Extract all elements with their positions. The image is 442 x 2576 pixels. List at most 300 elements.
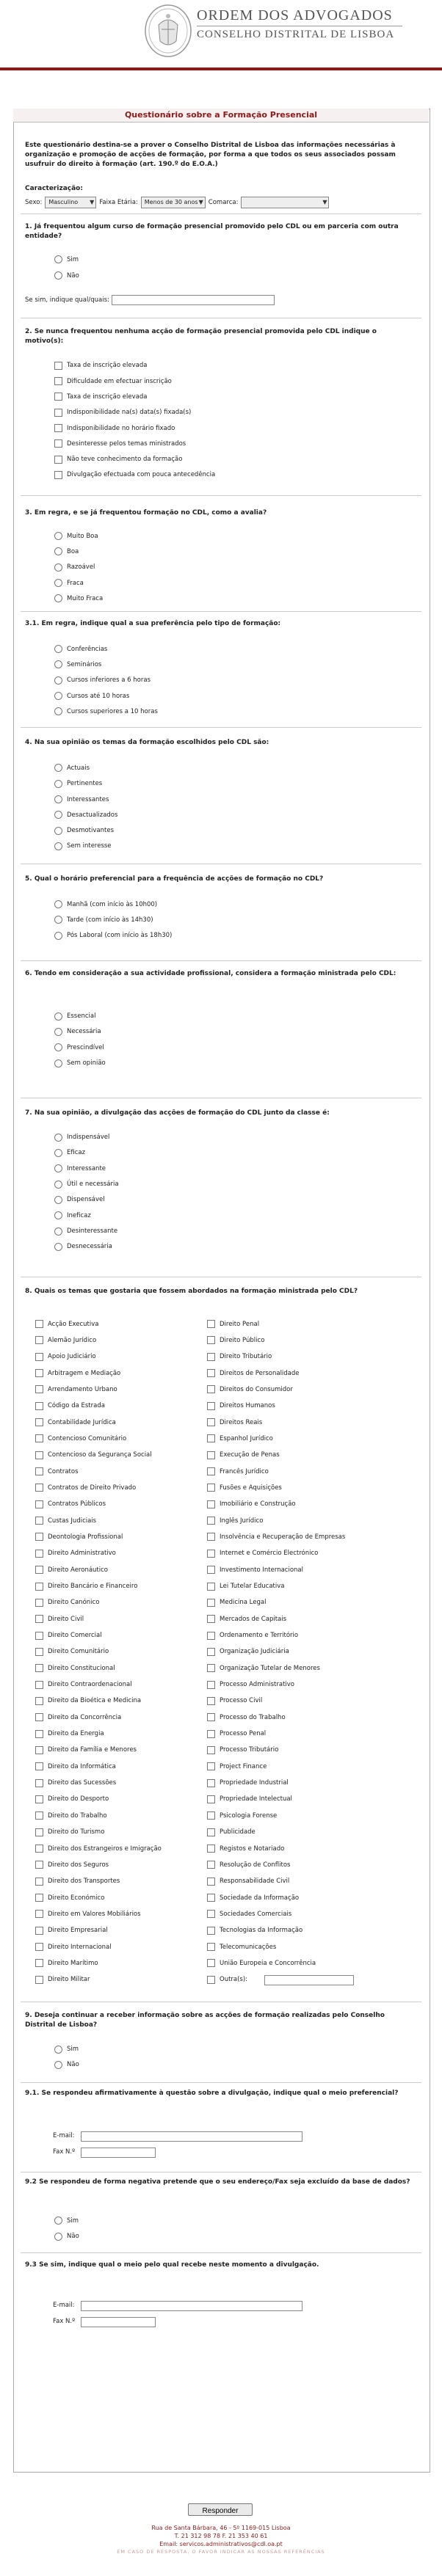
q5-option[interactable] [54, 900, 157, 909]
q8-option[interactable] [207, 1582, 284, 1591]
q93-email-input[interactable] [81, 2301, 302, 2311]
checkbox[interactable] [207, 1353, 215, 1361]
q8-option[interactable] [207, 1712, 286, 1722]
checkbox[interactable] [207, 1894, 215, 1902]
q31-option[interactable] [54, 676, 151, 685]
q8-option[interactable] [35, 1631, 102, 1641]
q31-option[interactable] [54, 660, 101, 669]
radio-button[interactable] [54, 842, 62, 850]
q4-option-label: Sem interesse [67, 842, 112, 850]
q4-option[interactable] [54, 810, 117, 820]
radio-button[interactable] [54, 692, 62, 700]
q31-question: 3.1. Em regra, indique qual a sua preferência pelo tipo de formação: [25, 619, 281, 627]
section-divider [21, 2252, 421, 2253]
checkbox[interactable] [207, 1943, 215, 1951]
q2-option[interactable] [54, 423, 175, 433]
q9-option-label: Sim [67, 2046, 79, 2054]
q8-option-label: Espanhol Jurídico [220, 1434, 273, 1442]
q5-option[interactable] [54, 931, 172, 941]
q8-option-label: Organização Judiciária [220, 1648, 289, 1656]
q8-option-label: Internet e Comércio Electrónico [220, 1550, 319, 1558]
checkbox[interactable] [35, 1959, 43, 1967]
radio-button[interactable] [54, 916, 62, 924]
checkbox[interactable] [35, 1320, 43, 1328]
q8-option[interactable] [35, 1516, 96, 1525]
checkbox[interactable] [207, 1648, 215, 1656]
q3-option[interactable] [54, 594, 103, 603]
checkbox[interactable] [207, 1583, 215, 1591]
q8-option[interactable] [207, 1516, 263, 1525]
radio-button[interactable] [54, 579, 62, 587]
q8-option-label: Inglês Jurídico [220, 1517, 264, 1525]
checkbox[interactable] [207, 1336, 215, 1344]
checkbox[interactable] [54, 456, 62, 464]
org-name: ORDEM DOS ADVOGADOS [197, 7, 393, 23]
q8-option[interactable] [207, 1696, 262, 1706]
checkbox[interactable] [35, 1517, 43, 1525]
radio-button[interactable] [54, 2061, 62, 2069]
checkbox[interactable] [207, 1878, 215, 1886]
q8-option[interactable] [35, 1811, 107, 1820]
radio-button[interactable] [54, 811, 62, 819]
q3-option[interactable] [54, 563, 95, 572]
radio-button[interactable] [54, 660, 62, 668]
q2-option[interactable] [54, 408, 191, 417]
q3-option-label: Fraca [67, 579, 84, 587]
checkbox[interactable] [35, 1746, 43, 1754]
q8-option[interactable] [35, 1500, 106, 1509]
radio-button[interactable] [54, 932, 62, 940]
checkbox[interactable] [35, 1451, 43, 1459]
radio-button[interactable] [54, 1028, 62, 1036]
q8-option[interactable] [35, 1483, 136, 1492]
q3-option[interactable] [54, 578, 84, 588]
q8-option[interactable] [207, 1729, 266, 1739]
checkbox[interactable] [207, 1418, 215, 1426]
q31-option-label: Seminários [67, 660, 102, 668]
checkbox[interactable] [207, 1467, 215, 1475]
q8-outra-input[interactable] [264, 1975, 354, 1985]
q8-option[interactable] [207, 1828, 256, 1837]
q8-option[interactable] [35, 1319, 99, 1329]
checkbox[interactable] [207, 1681, 215, 1689]
q2-option[interactable] [54, 392, 147, 401]
q8-option[interactable] [35, 1893, 104, 1902]
radio-button[interactable] [54, 255, 62, 263]
checkbox[interactable] [207, 1746, 215, 1754]
q2-option[interactable] [54, 439, 186, 448]
q2-option-label: Taxa de inscrição elevada [67, 362, 148, 370]
checkbox[interactable] [54, 393, 62, 401]
checkbox[interactable] [35, 1697, 43, 1705]
q8-option[interactable] [207, 1631, 298, 1641]
checkbox[interactable] [35, 1878, 43, 1886]
checkbox[interactable] [207, 1484, 215, 1492]
footer-email[interactable]: Email: servicos.administrativos@cdl.oa.pt [159, 2541, 283, 2547]
checkbox[interactable] [35, 1615, 43, 1623]
q7-option[interactable] [54, 1211, 91, 1220]
checkbox[interactable] [207, 1762, 215, 1770]
checkbox[interactable] [35, 1632, 43, 1640]
checkbox[interactable] [35, 1976, 43, 1984]
q8-option[interactable] [207, 1926, 302, 1935]
radio-button[interactable] [54, 827, 62, 835]
q8-option[interactable] [35, 1762, 116, 1771]
q1-option[interactable] [54, 255, 79, 264]
q8-option[interactable] [35, 1958, 98, 1968]
checkbox[interactable] [35, 1550, 43, 1558]
checkbox[interactable] [207, 1434, 215, 1442]
q6-option[interactable] [54, 1012, 95, 1021]
checkbox[interactable] [207, 1320, 215, 1328]
q2-option[interactable] [54, 361, 147, 371]
checkbox[interactable] [54, 409, 62, 417]
q8-option[interactable] [207, 1467, 269, 1476]
q8-option-label: Project Finance [220, 1762, 267, 1770]
q8-option[interactable] [207, 1319, 259, 1329]
q92-option-label: Não [67, 2233, 79, 2241]
q8-option[interactable] [207, 1483, 282, 1492]
q8-option-label: Direito Canónico [48, 1599, 100, 1607]
radio-button[interactable] [54, 780, 62, 788]
radio-button[interactable] [54, 707, 62, 715]
q91-fax-label: Fax N.º [53, 2148, 76, 2156]
q2-option[interactable] [54, 470, 215, 480]
q7-option[interactable] [54, 1133, 109, 1142]
q4-option[interactable] [54, 763, 90, 773]
q3-option-label: Muito Boa [67, 532, 98, 540]
checkbox[interactable] [35, 1861, 43, 1869]
q6-option[interactable] [54, 1059, 106, 1068]
q8-option[interactable] [207, 1565, 303, 1575]
q8-option[interactable] [207, 1598, 266, 1608]
q8-option[interactable] [35, 1795, 109, 1804]
q8-option[interactable] [207, 1811, 277, 1820]
q8-option-label: Direitos do Consumidor [220, 1385, 293, 1393]
q6-option-label: Necessária [67, 1028, 101, 1036]
q8-option[interactable] [207, 1762, 267, 1771]
q8-option[interactable] [207, 1614, 286, 1624]
q8-option[interactable] [35, 1680, 132, 1690]
checkbox[interactable] [54, 377, 62, 385]
q8-option[interactable] [35, 1417, 116, 1427]
radio-button[interactable] [54, 594, 62, 602]
checkbox[interactable] [35, 1730, 43, 1738]
q7-option[interactable] [54, 1148, 85, 1158]
radio-button[interactable] [54, 676, 62, 685]
radio-button[interactable] [54, 1043, 62, 1051]
q8-option[interactable] [35, 1778, 116, 1788]
q5-option[interactable] [54, 915, 153, 924]
checkbox[interactable] [35, 1599, 43, 1607]
radio-button[interactable] [54, 271, 62, 280]
checkbox[interactable] [207, 1664, 215, 1672]
checkbox[interactable] [207, 1927, 215, 1935]
radio-button[interactable] [54, 1012, 62, 1021]
q8-option[interactable] [207, 1352, 272, 1362]
radio-button[interactable] [54, 1149, 62, 1157]
q8-option[interactable] [207, 1909, 291, 1919]
q3-option[interactable] [54, 531, 98, 541]
checkbox[interactable] [207, 1811, 215, 1820]
checkbox[interactable] [35, 1779, 43, 1787]
comarca-select[interactable] [241, 197, 329, 208]
q4-option[interactable] [54, 842, 112, 851]
checkbox[interactable] [35, 1533, 43, 1541]
radio-button[interactable] [54, 1227, 62, 1236]
radio-button[interactable] [54, 563, 62, 572]
checkbox[interactable] [35, 1828, 43, 1836]
submit-button[interactable]: Responder [188, 2503, 253, 2516]
checkbox[interactable] [207, 1369, 215, 1377]
header-stripe [0, 67, 442, 70]
q8-option-label: Propriedade Industrial [220, 1779, 289, 1787]
q7-option[interactable] [54, 1242, 112, 1252]
checkbox[interactable] [35, 1418, 43, 1426]
q7-option[interactable] [54, 1180, 119, 1189]
q6-option[interactable] [54, 1043, 104, 1052]
q8-option[interactable] [35, 1745, 137, 1755]
q8-option[interactable] [35, 1582, 137, 1591]
radio-button[interactable] [54, 1243, 62, 1251]
q8-option[interactable] [207, 1335, 264, 1345]
checkbox[interactable] [35, 1648, 43, 1656]
q8-option[interactable] [35, 1844, 162, 1853]
q8-option[interactable] [35, 1926, 108, 1935]
q8-option[interactable] [207, 1975, 247, 1985]
checkbox[interactable] [207, 1779, 215, 1787]
q8-option[interactable] [207, 1860, 290, 1869]
checkbox[interactable] [54, 424, 62, 432]
q3-option[interactable] [54, 547, 79, 556]
q31-option[interactable] [54, 707, 158, 716]
sexo-label: Sexo: [25, 199, 43, 206]
q8-option[interactable] [35, 1696, 141, 1706]
q8-option-label: Investimento Internacional [220, 1566, 303, 1574]
radio-button[interactable] [54, 1196, 62, 1204]
checkbox[interactable] [35, 1762, 43, 1770]
q8-option[interactable] [207, 1532, 345, 1541]
q1-followup-input[interactable] [112, 295, 275, 305]
checkbox[interactable] [35, 1336, 43, 1344]
q8-option[interactable] [35, 1467, 79, 1476]
radio-button[interactable] [54, 900, 62, 908]
radio-button[interactable] [54, 547, 62, 555]
checkbox[interactable] [207, 1517, 215, 1525]
q1-option[interactable] [54, 271, 79, 280]
checkbox[interactable] [35, 1943, 43, 1951]
checkbox[interactable] [35, 1566, 43, 1574]
q8-option[interactable] [207, 1451, 280, 1460]
radio-button[interactable] [54, 645, 62, 653]
q8-option[interactable] [207, 1958, 316, 1968]
q8-option-label: Custas Judiciais [48, 1517, 97, 1525]
q8-option[interactable] [35, 1663, 115, 1673]
radio-button[interactable] [54, 2046, 62, 2054]
checkbox[interactable] [35, 1369, 43, 1377]
checkbox[interactable] [35, 1583, 43, 1591]
checkbox[interactable] [35, 1845, 43, 1853]
q8-option[interactable] [35, 1401, 105, 1411]
q8-option[interactable] [207, 1745, 278, 1755]
q8-option[interactable] [35, 1368, 120, 1378]
checkbox[interactable] [207, 1402, 215, 1410]
q31-option[interactable] [54, 644, 107, 654]
radio-button[interactable] [54, 795, 62, 803]
checkbox[interactable] [207, 1713, 215, 1721]
q8-option[interactable] [207, 1647, 289, 1657]
q8-option[interactable] [207, 1368, 300, 1378]
q8-option-label: Mercados de Capitais [220, 1615, 287, 1623]
q8-option[interactable] [35, 1860, 109, 1869]
q8-option-label: Propriedade Intelectual [220, 1795, 292, 1803]
q2-option[interactable] [54, 376, 172, 386]
q8-option[interactable] [35, 1451, 152, 1460]
q4-option-label: Actuais [67, 764, 90, 772]
q8-option[interactable] [207, 1434, 273, 1443]
q8-option[interactable] [35, 1598, 99, 1608]
checkbox[interactable] [207, 1976, 215, 1984]
q8-option[interactable] [35, 1549, 116, 1558]
checkbox[interactable] [35, 1713, 43, 1721]
checkbox[interactable] [207, 1533, 215, 1541]
q8-option[interactable] [35, 1434, 126, 1443]
checkbox[interactable] [207, 1828, 215, 1836]
checkbox[interactable] [35, 1927, 43, 1935]
q8-option[interactable] [35, 1909, 141, 1919]
q8-option[interactable] [207, 1549, 318, 1558]
q4-option[interactable] [54, 826, 114, 836]
checkbox[interactable] [35, 1353, 43, 1361]
radio-button[interactable] [54, 2233, 62, 2241]
checkbox[interactable] [35, 1500, 43, 1508]
q8-option[interactable] [35, 1712, 121, 1722]
checkbox[interactable] [35, 1894, 43, 1902]
q92-option-label: Sim [67, 2216, 79, 2225]
checkbox[interactable] [35, 1484, 43, 1492]
checkbox[interactable] [207, 1500, 215, 1508]
q1-option-label: Sim [67, 255, 79, 263]
q8-option[interactable] [35, 1532, 123, 1541]
checkbox[interactable] [207, 1959, 215, 1967]
q7-option[interactable] [54, 1227, 117, 1236]
q8-option[interactable] [207, 1795, 292, 1804]
radio-button[interactable] [54, 1211, 62, 1219]
checkbox[interactable] [207, 1861, 215, 1869]
q8-option-label: Sociedade da Informação [220, 1894, 300, 1902]
q8-option[interactable] [35, 1565, 108, 1575]
q8-option-label: Direito Empresarial [48, 1927, 108, 1935]
checkbox[interactable] [207, 1451, 215, 1459]
q8-option[interactable] [35, 1647, 109, 1657]
q8-option[interactable] [207, 1500, 296, 1509]
q8-option[interactable] [207, 1778, 289, 1788]
q5-option-label: Pós Laboral (com início às 18h30) [67, 932, 173, 940]
q8-option[interactable] [35, 1335, 96, 1345]
radio-button[interactable] [54, 764, 62, 772]
q91-email-input[interactable] [81, 2131, 302, 2142]
checkbox[interactable] [35, 1795, 43, 1803]
checkbox[interactable] [35, 1664, 43, 1672]
q6-option[interactable] [54, 1027, 101, 1037]
q2-option[interactable] [54, 455, 182, 464]
q93-fax-input[interactable] [81, 2317, 156, 2327]
checkbox[interactable] [207, 1730, 215, 1738]
q8-option[interactable] [207, 1384, 293, 1394]
checkbox[interactable] [207, 1385, 215, 1393]
q8-option[interactable] [207, 1844, 284, 1853]
checkbox[interactable] [35, 1681, 43, 1689]
checkbox[interactable] [54, 362, 62, 370]
q8-option-label: Processo Civil [220, 1697, 263, 1705]
radio-button[interactable] [54, 532, 62, 540]
q8-option[interactable] [35, 1614, 84, 1624]
q8-option[interactable] [207, 1663, 320, 1673]
q31-option[interactable] [54, 691, 129, 701]
q9-option[interactable] [54, 2060, 79, 2070]
q91-fax-input[interactable] [81, 2148, 156, 2158]
q8-option[interactable] [35, 1828, 104, 1837]
radio-button[interactable] [54, 1059, 62, 1068]
q92-option[interactable] [54, 2216, 79, 2225]
checkbox[interactable] [207, 1845, 215, 1853]
q8-option[interactable] [35, 1384, 117, 1394]
q7-option[interactable] [54, 1164, 106, 1173]
q8-option[interactable] [35, 1352, 96, 1362]
checkbox[interactable] [207, 1599, 215, 1607]
checkbox[interactable] [207, 1566, 215, 1574]
q92-option[interactable] [54, 2232, 79, 2241]
q8-option[interactable] [207, 1942, 276, 1952]
radio-button[interactable] [54, 1164, 62, 1172]
radio-button[interactable] [54, 1181, 62, 1189]
checkbox[interactable] [207, 1795, 215, 1803]
q8-option[interactable] [35, 1877, 120, 1886]
q9-option[interactable] [54, 2045, 79, 2054]
checkbox[interactable] [35, 1910, 43, 1918]
checkbox[interactable] [207, 1632, 215, 1640]
q5-option-label: Manhã (com início às 10h00) [67, 900, 158, 908]
sexo-select[interactable]: Masculino ▼ [45, 197, 96, 208]
checkbox[interactable] [35, 1402, 43, 1410]
checkbox[interactable] [35, 1385, 43, 1393]
q8-option[interactable] [35, 1942, 112, 1952]
checkbox[interactable] [207, 1550, 215, 1558]
checkbox[interactable] [35, 1434, 43, 1442]
q8-option[interactable] [207, 1877, 289, 1886]
radio-button[interactable] [54, 1134, 62, 1142]
checkbox[interactable] [54, 471, 62, 479]
checkbox[interactable] [207, 1697, 215, 1705]
q8-option[interactable] [207, 1893, 299, 1902]
q8-option[interactable] [35, 1975, 90, 1985]
checkbox[interactable] [35, 1467, 43, 1475]
checkbox[interactable] [54, 439, 62, 448]
checkbox[interactable] [207, 1910, 215, 1918]
q8-option[interactable] [207, 1401, 275, 1411]
q4-option[interactable] [54, 779, 102, 789]
q8-option[interactable] [35, 1729, 104, 1739]
q4-option[interactable] [54, 795, 109, 804]
faixa-etaria-select[interactable]: Menos de 30 anos ▼ [141, 197, 206, 208]
q7-option[interactable] [54, 1195, 105, 1205]
checkbox[interactable] [207, 1615, 215, 1623]
q8-option[interactable] [207, 1680, 294, 1690]
checkbox[interactable] [35, 1811, 43, 1820]
q8-option[interactable] [207, 1417, 262, 1427]
radio-button[interactable] [54, 2216, 62, 2225]
page-footer [0, 2524, 442, 2556]
